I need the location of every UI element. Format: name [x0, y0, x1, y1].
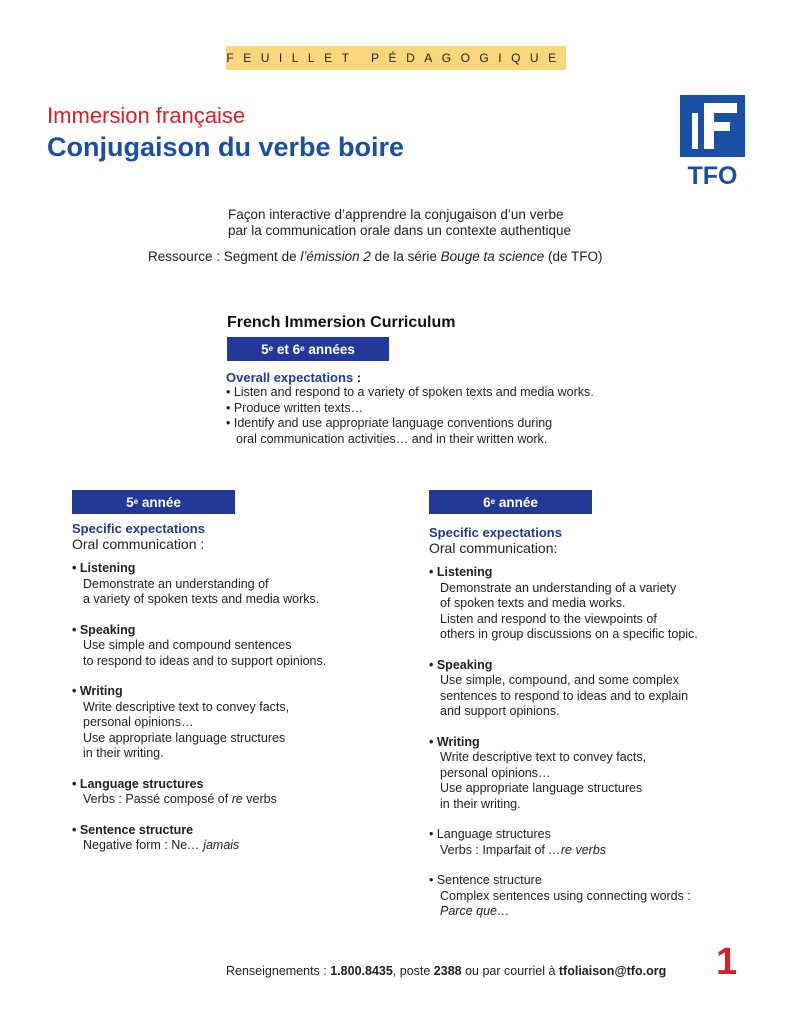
curriculum-title: French Immersion Curriculum — [227, 314, 456, 331]
grade-5-expectations — [72, 521, 392, 869]
intro-line-1: Façon interactive d’apprendre la conjugaison d’un verbe — [228, 207, 564, 222]
listening-item: • Listening Demonstrate an understanding of a variety of spoken texts and media works. — [72, 561, 320, 606]
resource-line — [148, 249, 603, 264]
intro-line-2: par la communication orale dans un contexte authentique — [228, 223, 571, 238]
logo-text: TFO — [687, 162, 738, 187]
overall-expectations-heading: Overall expectations : — [226, 370, 362, 385]
resource-series: Bouge ta science — [440, 249, 545, 264]
email-address: tfoliaison@tfo.org — [558, 964, 667, 978]
grade-6-bar: 6 $^e$ année — [429, 490, 592, 514]
intro-text — [228, 207, 571, 239]
listening-item: • Listening Demonstrate an understanding of a variety of spoken texts and media works. Listen and respond to the viewpoints of others in group discussions on a specific topic. — [429, 565, 698, 641]
grade-6-expectations — [429, 525, 759, 935]
page-subtitle: Immersion française — [47, 103, 246, 128]
sentence-structure-item: • Sentence structure Negative form : Ne… jamais — [72, 822, 240, 852]
resource-mid: de la série — [370, 249, 441, 264]
list-item: • Produce written texts… — [226, 400, 364, 415]
list-item: • Listen and respond to a variety of spoken texts and media works. — [226, 385, 594, 399]
oral-communication-label: Oral communication: — [429, 539, 558, 556]
specific-expectations-heading: Specific expectations — [429, 525, 562, 540]
overall-expectations-list — [226, 385, 594, 447]
resource-prefix: Ressource : Segment de — [148, 249, 301, 264]
speaking-item: • Speaking Use simple, compound, and some complex sentences to respond to ideas and to explain and support opinions. — [429, 657, 689, 718]
resource-episode: l’émission 2 — [300, 249, 371, 264]
language-structures-item: • Language structures Verbs : Passé composé of re verbs — [72, 776, 277, 806]
resource-suffix: (de TFO) — [544, 249, 603, 264]
speaking-item: • Speaking Use simple and compound sentences to respond to ideas and to support opinions. — [72, 622, 327, 668]
specific-expectations-heading: Specific expectations — [72, 521, 205, 536]
extension: 2388 — [433, 964, 462, 978]
oral-communication-label: Oral communication : — [72, 535, 205, 552]
page-number: 1 — [716, 941, 738, 983]
grade-5-bar: 5 $^e$ année — [72, 490, 235, 514]
document-type-banner: FEUILLET PÉDAGOGIQUE — [226, 46, 566, 70]
sentence-structure-item: • Sentence structure Complex sentences using connecting words : Parce que… — [429, 873, 691, 918]
page-title: Conjugaison du verbe boire — [47, 132, 405, 162]
phone-number: 1.800.8435 — [330, 964, 393, 978]
language-structures-item: • Language structures Verbs : Imparfait of …re verbs — [429, 827, 607, 857]
tfo-logo — [680, 95, 745, 187]
writing-item: • Writing Write descriptive text to convey facts, personal opinions… Use appropriate language structures in their writing. — [72, 684, 290, 760]
grades-bar: 5 $^e$ et 6 $^e$ années — [227, 337, 389, 361]
list-item: • Identify and use appropriate language conventions during — [226, 416, 553, 430]
contact-footer: Renseignements : 1.800.8435, poste 2388 ou par courriel à tfoliaison@tfo.org — [226, 964, 667, 978]
writing-item: • Writing Write descriptive text to convey facts, personal opinions… Use appropriate language structures in their writing. — [429, 734, 647, 811]
list-item: oral communication activities… and in their written work. — [236, 431, 548, 446]
